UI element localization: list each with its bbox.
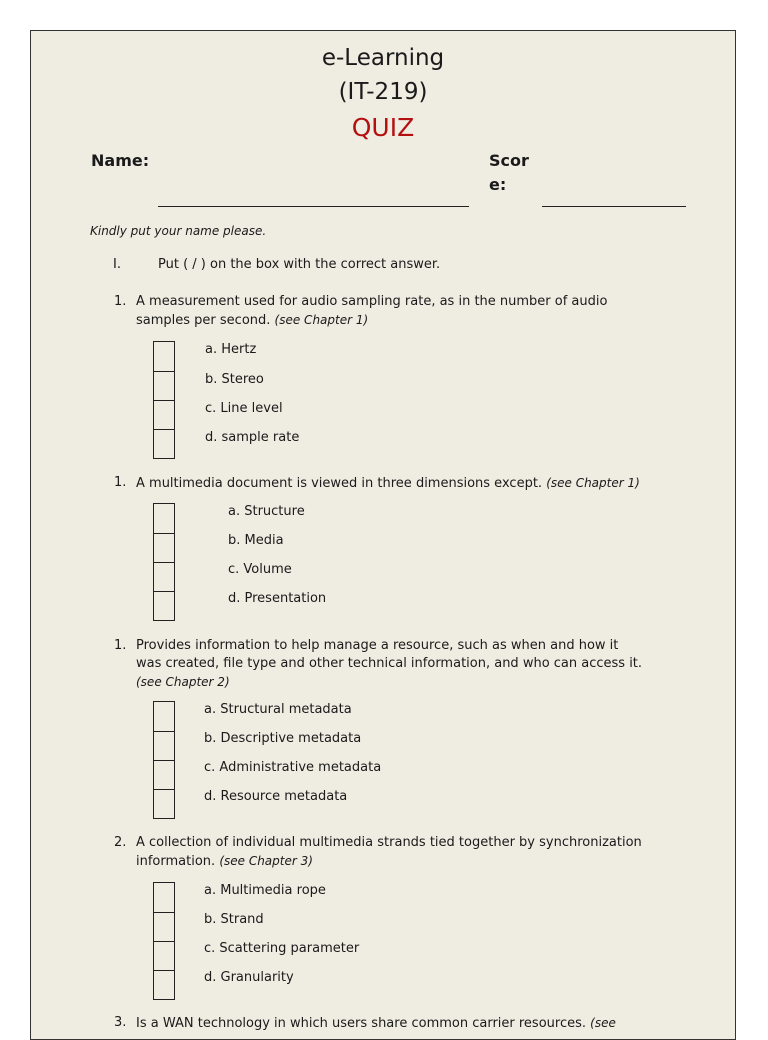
question-text-line bbox=[136, 474, 640, 493]
option-d: d. Presentation bbox=[228, 591, 327, 606]
answer-boxes bbox=[153, 882, 175, 1000]
section-numeral: I. bbox=[113, 257, 121, 272]
name-line[interactable] bbox=[158, 206, 469, 207]
checkbox-b[interactable] bbox=[154, 731, 174, 760]
checkbox-c[interactable] bbox=[154, 760, 174, 789]
chapter-reference: (see Chapter 1) bbox=[274, 313, 369, 327]
question-text: A measurement used for audio sampling rate, as in the number of audio bbox=[136, 294, 608, 309]
checkbox-b[interactable] bbox=[154, 371, 174, 400]
score-line[interactable] bbox=[542, 206, 686, 207]
checkbox-d[interactable] bbox=[154, 970, 174, 999]
course-title: e-Learning bbox=[321, 45, 445, 71]
score-label: Scor bbox=[489, 151, 529, 170]
chapter-reference: (see Chapter 2) bbox=[136, 675, 230, 689]
course-code: (IT-219) bbox=[338, 79, 428, 105]
checkbox-a[interactable] bbox=[154, 342, 174, 371]
checkbox-a[interactable] bbox=[154, 702, 174, 731]
quiz-heading: QUIZ bbox=[351, 113, 415, 142]
question-text-line2 bbox=[136, 311, 368, 330]
option-c: c. Scattering parameter bbox=[204, 941, 360, 956]
checkbox-a[interactable] bbox=[154, 883, 174, 912]
option-d: d. Granularity bbox=[204, 970, 294, 985]
name-hint: Kindly put your name please. bbox=[90, 224, 267, 238]
option-b: b. Stereo bbox=[205, 372, 264, 387]
chapter-reference: (see bbox=[590, 1016, 616, 1030]
question-text-cont: samples per second. bbox=[136, 313, 271, 328]
option-a: a. Structural metadata bbox=[204, 702, 352, 717]
checkbox-a[interactable] bbox=[154, 504, 174, 533]
checkbox-c[interactable] bbox=[154, 941, 174, 970]
option-c: c. Line level bbox=[205, 401, 283, 416]
option-a: a. Structure bbox=[228, 504, 305, 519]
score-label-wrap: e: bbox=[489, 175, 507, 194]
answer-boxes bbox=[153, 341, 175, 459]
name-label: Name: bbox=[91, 151, 150, 170]
chapter-reference: (see Chapter 3) bbox=[219, 854, 313, 868]
checkbox-d[interactable] bbox=[154, 429, 174, 458]
checkbox-d[interactable] bbox=[154, 789, 174, 818]
option-d: d. sample rate bbox=[205, 430, 300, 445]
option-a: a. Hertz bbox=[205, 342, 257, 357]
quiz-page bbox=[30, 30, 736, 1040]
question-text: A multimedia document is viewed in three dimensions except. bbox=[136, 476, 543, 491]
answer-boxes bbox=[153, 503, 175, 621]
option-b: b. Strand bbox=[204, 912, 264, 927]
option-b: b. Descriptive metadata bbox=[204, 731, 362, 746]
checkbox-d[interactable] bbox=[154, 591, 174, 620]
question-number: 2. bbox=[114, 835, 127, 850]
question-text: A collection of individual multimedia strands tied together by synchronization bbox=[136, 835, 642, 850]
question-number: 1. bbox=[114, 294, 127, 309]
option-c: c. Administrative metadata bbox=[204, 760, 382, 775]
question-text-cont: information. bbox=[136, 854, 216, 869]
question-number: 1. bbox=[114, 475, 127, 490]
option-b: b. Media bbox=[228, 533, 284, 548]
chapter-reference: (see Chapter 1) bbox=[546, 476, 640, 490]
question-text: Provides information to help manage a resource, such as when and how it bbox=[136, 638, 619, 653]
question-text-line2: was created, file type and other technical information, and who can access it. bbox=[136, 656, 643, 671]
question-text: Is a WAN technology in which users share common carrier resources. bbox=[136, 1016, 587, 1031]
option-a: a. Multimedia rope bbox=[204, 883, 326, 898]
answer-boxes bbox=[153, 701, 175, 819]
question-text-line2 bbox=[136, 852, 313, 871]
option-c: c. Volume bbox=[228, 562, 292, 577]
section-instruction: Put ( / ) on the box with the correct answer. bbox=[158, 257, 441, 272]
checkbox-c[interactable] bbox=[154, 400, 174, 429]
question-number: 1. bbox=[114, 638, 127, 653]
checkbox-b[interactable] bbox=[154, 533, 174, 562]
option-d: d. Resource metadata bbox=[204, 789, 348, 804]
question-number: 3. bbox=[114, 1015, 127, 1030]
checkbox-b[interactable] bbox=[154, 912, 174, 941]
checkbox-c[interactable] bbox=[154, 562, 174, 591]
